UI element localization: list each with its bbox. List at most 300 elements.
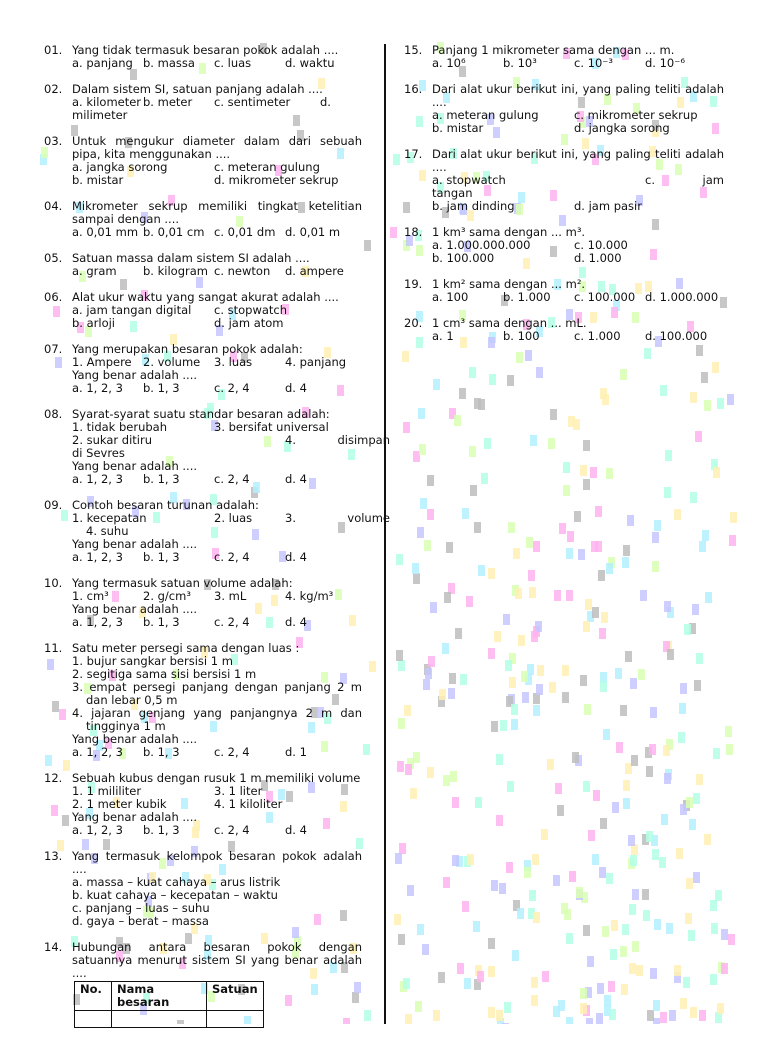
option-b: b. 1.000 [503, 290, 551, 304]
option-b: b. 1, 3 [143, 381, 180, 395]
noise-dot [542, 971, 549, 982]
statement-1: 1. kecepatan [72, 511, 147, 525]
noise-dot [638, 669, 645, 680]
statement-4: 4. 1 kiloliter [214, 797, 283, 811]
option-d: d. jam pasir [574, 199, 642, 213]
noise-dot [591, 541, 598, 552]
noise-dot [580, 1003, 587, 1014]
statement-3: 3. empat persegi panjang dengan panjang 2 m dan lebar 0,5 m [72, 680, 362, 707]
question-15 [404, 44, 724, 70]
statement-4: 4. jajaran genjang yang panjangnya 2 m dan tingginya 1 m [72, 706, 362, 733]
option-a: a. massa – kuat cahaya – arus listrik [72, 875, 281, 889]
noise-dot [509, 677, 516, 688]
noise-dot [599, 628, 606, 639]
option-c-text: jam [702, 173, 724, 187]
noise-dot [713, 748, 720, 759]
statement-1: 1. tidak berubah [72, 420, 168, 434]
noise-dot [511, 704, 518, 715]
noise-dot [536, 684, 543, 695]
noise-dot [625, 651, 632, 662]
noise-dot [593, 790, 600, 801]
option-c: c. 2, 4 [214, 472, 250, 486]
noise-dot [654, 520, 661, 531]
option-a: a. 100 [432, 290, 469, 304]
table-header-row [75, 982, 264, 1011]
table-header-satuan: Satuan [207, 982, 264, 1011]
noise-dot [536, 367, 543, 378]
noise-dot [439, 689, 446, 700]
noise-dot [398, 718, 405, 729]
noise-dot [627, 515, 634, 526]
noise-dot [554, 590, 561, 601]
question-number: 20. [404, 316, 423, 330]
noise-dot [390, 227, 397, 238]
noise-dot [636, 965, 643, 976]
question-06 [44, 291, 362, 330]
question-number: 18. [404, 225, 423, 239]
question-20 [404, 317, 724, 343]
statement-4-text: disimpan [337, 433, 390, 447]
noise-dot [608, 981, 615, 992]
option-d: d. 100.000 [645, 329, 708, 343]
answer-prompt: Yang benar adalah .... [72, 537, 198, 551]
noise-dot [488, 1007, 495, 1018]
noise-dot [529, 587, 536, 598]
noise-dot [364, 1010, 371, 1021]
question-17 [404, 148, 724, 213]
right-column [404, 44, 724, 356]
noise-dot [444, 592, 451, 603]
statement-4: 4. suhu [86, 524, 129, 538]
question-text: Mikrometer sekrup memiliki tingkat ketelitian sampai dengan .... [72, 199, 362, 226]
option-c: c. 1.000 [574, 329, 621, 343]
option-c: c. 10.000 [574, 238, 628, 252]
noise-dot [469, 367, 476, 378]
noise-dot [407, 885, 414, 896]
noise-dot [555, 783, 562, 794]
noise-dot [507, 781, 514, 792]
statement-1: 1. bujur sangkar bersisi 1 m [72, 654, 233, 668]
noise-dot [550, 409, 557, 420]
noise-dot [488, 568, 495, 579]
noise-dot [646, 766, 653, 777]
noise-dot [474, 522, 481, 533]
noise-dot [518, 635, 525, 646]
noise-dot [396, 650, 403, 661]
noise-dot [412, 563, 419, 574]
noise-dot [537, 665, 544, 676]
option-d: d. gaya – berat – massa [72, 914, 209, 928]
option-c: c. newton [214, 264, 271, 278]
noise-dot [454, 415, 461, 426]
noise-dot [660, 1012, 667, 1023]
noise-dot [699, 541, 706, 552]
noise-dot [622, 924, 629, 935]
noise-dot [669, 1010, 676, 1021]
question-text: 1 km³ sama dengan ... m³. [432, 225, 586, 239]
noise-dot [433, 379, 440, 390]
noise-dot [710, 974, 717, 985]
noise-dot [438, 972, 445, 983]
noise-dot [559, 523, 566, 534]
noise-dot [394, 914, 401, 925]
noise-dot [584, 704, 591, 715]
noise-dot [664, 601, 671, 612]
noise-dot [692, 604, 699, 615]
noise-dot [481, 473, 488, 484]
option-c: c. 0,01 dm [214, 225, 276, 239]
noise-dot [622, 557, 629, 568]
answer-prompt: Yang benar adalah .... [72, 810, 198, 824]
noise-dot [413, 451, 420, 462]
noise-dot [653, 1000, 660, 1011]
noise-dot [578, 549, 585, 560]
noise-dot [693, 872, 700, 883]
question-number: 09. [44, 498, 63, 512]
noise-dot [405, 1014, 412, 1024]
noise-dot [663, 745, 670, 756]
noise-dot [457, 963, 464, 974]
noise-dot [455, 628, 462, 639]
noise-dot [443, 877, 450, 888]
noise-dot [562, 665, 569, 676]
noise-dot [522, 692, 529, 703]
noise-dot [478, 565, 485, 576]
noise-dot [689, 819, 696, 830]
question-number: 05. [44, 251, 63, 265]
noise-dot [496, 1010, 503, 1021]
option-a: a. 1, 2, 3 [72, 550, 123, 564]
option-b: b. 1, 3 [143, 472, 180, 486]
question-text: Panjang 1 mikrometer sama dengan ... m. [432, 43, 675, 57]
noise-dot [628, 835, 635, 846]
option-a: a. gram [72, 264, 117, 278]
noise-dot [470, 485, 477, 496]
noise-dot [527, 664, 534, 675]
noise-dot [597, 983, 604, 994]
noise-dot [433, 1010, 440, 1021]
option-c: c. mikrometer sekrup [574, 108, 698, 122]
noise-dot [568, 416, 575, 427]
table-header-no: No. [75, 982, 112, 1011]
noise-dot [506, 862, 513, 873]
noise-dot [491, 721, 498, 732]
noise-dot [680, 998, 687, 1009]
noise-dot [704, 400, 711, 411]
noise-dot [598, 570, 605, 581]
question-text: Yang termasuk satuan volume adalah: [72, 576, 293, 590]
noise-dot [417, 527, 424, 538]
option-c: c. [645, 173, 655, 187]
option-d: d. 4 [285, 472, 307, 486]
option-a: a. stopwatch [432, 173, 506, 187]
question-number: 16. [404, 82, 423, 96]
question-text: Sebuah kubus dengan rusuk 1 m memiliki volume [72, 771, 361, 785]
statement-2: 2. volume [143, 355, 201, 369]
noise-dot [686, 878, 693, 889]
noise-dot [699, 1010, 706, 1021]
option-a: a. 1, 2, 3 [72, 615, 123, 629]
option-a: a. meteran gulung [432, 108, 539, 122]
noise-dot [674, 509, 681, 520]
question-number: 01. [44, 43, 63, 57]
noise-dot [715, 890, 722, 901]
noise-dot [558, 1000, 565, 1011]
question-01 [44, 44, 362, 70]
noise-dot [690, 492, 697, 503]
noise-dot [469, 446, 476, 457]
noise-dot [599, 867, 606, 878]
noise-dot [606, 563, 613, 574]
question-03 [44, 135, 362, 187]
option-d: d. jangka sorong [574, 121, 670, 135]
noise-dot [702, 530, 709, 541]
option-d: d. waktu [285, 56, 335, 70]
noise-dot [688, 930, 695, 941]
noise-dot [721, 963, 728, 974]
noise-dot [679, 703, 686, 714]
noise-dot [649, 744, 656, 755]
question-10 [44, 577, 362, 629]
option-d: d. 0,01 m [285, 225, 341, 239]
noise-dot [630, 855, 637, 866]
question-11 [44, 642, 362, 759]
noise-dot [499, 883, 506, 894]
noise-dot [620, 946, 627, 957]
noise-dot [653, 1018, 660, 1024]
noise-dot [583, 925, 590, 936]
noise-dot [553, 875, 560, 886]
question-text: Untuk mengukur diameter dalam dari sebuah pipa, kita menggunakan .... [72, 134, 362, 161]
noise-dot [557, 805, 564, 816]
question-text: 1 km² sama dengan ... m². [432, 277, 586, 291]
question-text: Satu meter persegi sama dengan luas : [72, 641, 300, 655]
option-b: b. kilogram [143, 264, 208, 278]
noise-dot [652, 561, 659, 572]
statement-3: 3. bersifat universal [214, 420, 329, 434]
noise-dot [620, 369, 627, 380]
noise-dot [705, 592, 712, 603]
noise-dot [363, 744, 370, 755]
option-a: a. 1, 2, 3 [72, 745, 123, 759]
option-d: d. 1.000 [574, 251, 622, 265]
noise-dot [418, 408, 425, 419]
noise-dot [397, 761, 404, 772]
noise-dot [629, 904, 636, 915]
noise-dot [529, 890, 536, 901]
option-b: b. 0,01 cm [143, 225, 205, 239]
noise-dot [563, 462, 570, 473]
noise-dot [569, 871, 576, 882]
noise-dot [533, 912, 540, 923]
question-19 [404, 278, 724, 304]
noise-dot [587, 956, 594, 967]
question-number: 07. [44, 342, 63, 356]
noise-dot [595, 506, 602, 517]
noise-dot [403, 422, 410, 433]
noise-dot [710, 900, 717, 911]
answer-table [74, 981, 264, 1028]
option-d: d. ampere [285, 264, 344, 278]
option-b: b. 1, 3 [143, 615, 180, 629]
noise-dot [393, 154, 400, 165]
noise-dot [711, 923, 718, 934]
noise-dot [664, 773, 671, 784]
noise-dot [427, 767, 434, 778]
noise-dot [404, 705, 411, 716]
noise-dot [466, 596, 473, 607]
noise-dot [685, 913, 692, 924]
noise-dot [683, 977, 690, 988]
option-b: b. 100 [503, 329, 540, 343]
noise-dot [686, 797, 693, 808]
noise-dot [590, 467, 597, 478]
noise-dot [712, 362, 719, 373]
noise-dot [602, 926, 609, 937]
noise-dot [632, 941, 639, 952]
noise-dot [684, 624, 691, 635]
question-04 [44, 200, 362, 239]
noise-dot [678, 732, 685, 743]
statement-3: 3. mL [214, 589, 247, 603]
noise-dot [398, 660, 405, 671]
option-c: c. luas [214, 56, 252, 70]
noise-dot [489, 374, 496, 385]
option-d: d. 1.000.000 [645, 290, 719, 304]
noise-dot [611, 920, 618, 931]
noise-dot [693, 793, 700, 804]
question-number: 06. [44, 290, 63, 304]
option-b: b. mistar [432, 121, 484, 135]
question-number: 19. [404, 277, 423, 291]
noise-dot [695, 431, 702, 442]
option-c: c. stopwatch [214, 303, 288, 317]
noise-dot [398, 934, 405, 945]
noise-dot [415, 1001, 422, 1012]
noise-dot [449, 673, 456, 684]
noise-dot [730, 512, 737, 523]
noise-dot [567, 531, 574, 542]
noise-dot [583, 479, 590, 490]
noise-dot [460, 674, 467, 685]
option-a: a. kilometer [72, 95, 142, 109]
noise-dot [623, 798, 630, 809]
noise-dot [424, 540, 431, 551]
noise-dot [729, 535, 736, 546]
option-c: c. 2, 4 [214, 381, 250, 395]
noise-dot [690, 392, 697, 403]
noise-dot [496, 754, 503, 765]
question-07 [44, 343, 362, 395]
option-c: c. 2, 4 [214, 615, 250, 629]
noise-dot [505, 660, 512, 671]
noise-dot [503, 614, 510, 625]
noise-dot [452, 855, 459, 866]
option-d: d. 4 [285, 381, 307, 395]
noise-dot [464, 978, 471, 989]
noise-dot [666, 923, 673, 934]
noise-dot [583, 440, 590, 451]
noise-dot [609, 1009, 616, 1020]
noise-dot [694, 680, 701, 691]
noise-dot [448, 688, 455, 699]
question-number: 03. [44, 134, 63, 148]
noise-dot [667, 649, 674, 660]
statement-3: 3. 1 liter [214, 784, 263, 798]
noise-dot [395, 853, 402, 864]
table-header-besaran: Nama besaran [112, 982, 207, 1011]
statement-3: 3. luas [214, 355, 253, 369]
noise-dot [566, 548, 573, 559]
option-d: d. 4 [285, 550, 307, 564]
noise-dot [507, 375, 514, 386]
noise-dot [652, 849, 659, 860]
statement-3-text: volume [347, 511, 390, 525]
noise-dot [549, 682, 556, 693]
noise-dot [531, 977, 538, 988]
noise-dot [576, 887, 583, 898]
question-02 [44, 83, 362, 122]
noise-dot [725, 726, 732, 737]
noise-dot [369, 661, 376, 672]
noise-dot [528, 570, 535, 581]
noise-dot [532, 854, 539, 865]
noise-dot [446, 542, 453, 553]
table-cell [112, 1011, 207, 1028]
noise-dot [364, 240, 371, 251]
question-number: 15. [404, 43, 423, 57]
noise-dot [701, 372, 708, 383]
option-c: c. 2, 4 [214, 823, 250, 837]
option-b: b. kuat cahaya – kecepatan – waktu [72, 888, 278, 902]
option-b: b. massa [143, 56, 195, 70]
option-d: d. 1 [285, 745, 307, 759]
noise-dot [517, 908, 524, 919]
noise-dot [494, 631, 501, 642]
statement-4-cont: di Sevres [72, 446, 125, 460]
noise-dot [500, 720, 507, 731]
noise-dot [727, 394, 734, 405]
option-c: c. meteran gulung [214, 160, 320, 174]
question-number: 12. [44, 771, 63, 785]
noise-dot [442, 643, 449, 654]
noise-dot [603, 729, 610, 740]
question-text: Dalam sistem SI, satuan panjang adalah .... [72, 82, 323, 96]
noise-dot [467, 854, 474, 865]
question-number: 13. [44, 849, 63, 863]
statement-2: 2. luas [214, 511, 253, 525]
noise-dot [473, 921, 480, 932]
noise-dot [717, 1003, 724, 1014]
noise-dot [632, 889, 639, 900]
noise-dot [488, 938, 495, 949]
noise-dot [413, 752, 420, 763]
option-a: a. 10⁶ [432, 56, 466, 70]
statement-1: 1. 1 mililiter [72, 784, 142, 798]
statement-2: 2. segitiga sama sisi bersisi 1 m [72, 667, 257, 681]
option-d: d. 4 [285, 615, 307, 629]
noise-dot [696, 774, 703, 785]
option-d-cont: milimeter [72, 108, 128, 122]
question-text: Dari alat ukur berikut ini, yang paling teliti adalah .... [432, 82, 724, 109]
option-a: a. jangka sorong [72, 160, 168, 174]
noise-dot [531, 631, 538, 642]
statement-4: 4. [285, 433, 296, 447]
table-row [75, 1011, 264, 1028]
question-13 [44, 850, 362, 928]
noise-dot [526, 537, 533, 548]
noise-dot [462, 508, 469, 519]
